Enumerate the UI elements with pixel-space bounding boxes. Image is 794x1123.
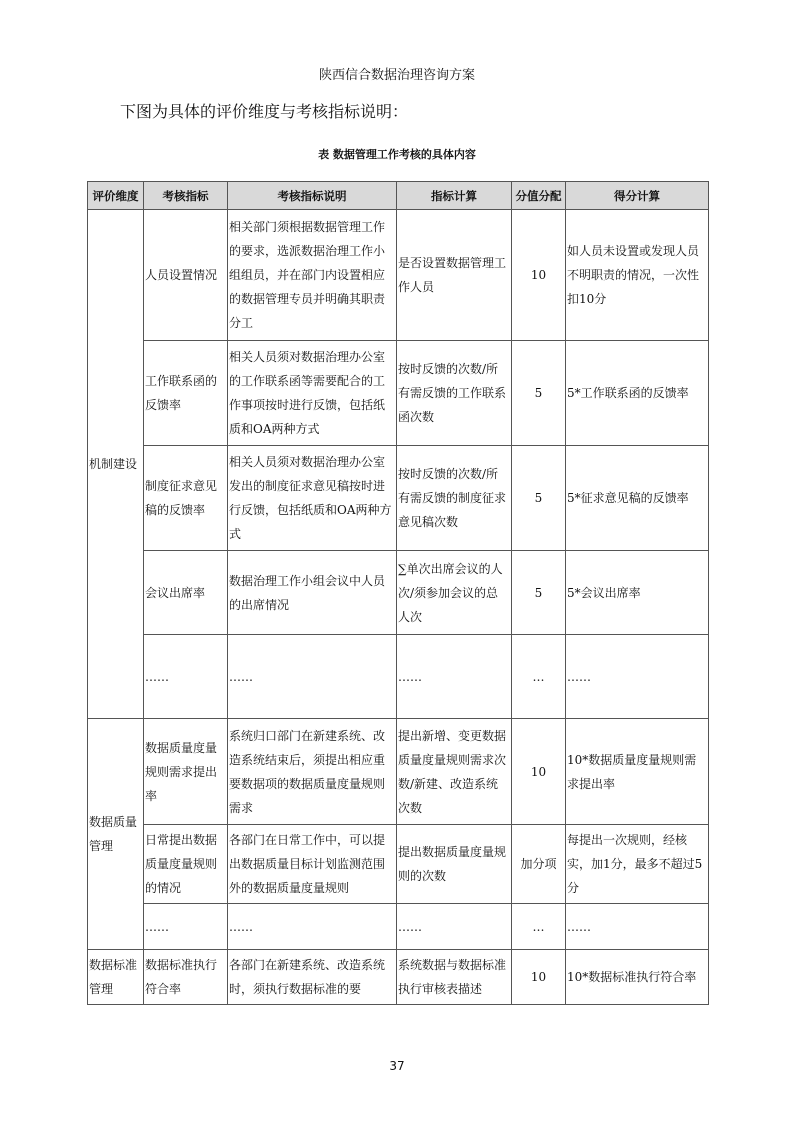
calculation-cell: …… (397, 904, 512, 950)
calculation-cell: 提出新增、变更数据质量度量规则需求次数/新建、改造系统次数 (397, 719, 512, 825)
description-cell: …… (228, 635, 397, 719)
calculation-cell: 提出数据质量度量规则的次数 (397, 825, 512, 904)
scoring-cell: …… (566, 904, 709, 950)
column-header: 考核指标 (144, 182, 228, 210)
dimension-cell: 数据质量管理 (88, 719, 144, 950)
table-row (88, 719, 709, 825)
description-cell: …… (228, 904, 397, 950)
assessment-table (87, 181, 709, 1005)
scoring-cell: …… (566, 635, 709, 719)
table-row (88, 446, 709, 551)
table-row (88, 825, 709, 904)
column-header: 考核指标说明 (228, 182, 397, 210)
indicator-cell: 人员设置情况 (144, 210, 228, 341)
score-cell: 10 (512, 210, 566, 341)
calculation-cell: …… (397, 635, 512, 719)
calculation-cell: 是否设置数据管理工作人员 (397, 210, 512, 341)
column-header: 分值分配 (512, 182, 566, 210)
scoring-cell: 5*工作联系函的反馈率 (566, 341, 709, 446)
table-header-row (88, 182, 709, 210)
calculation-cell: ∑单次出席会议的人次/须参加会议的总人次 (397, 551, 512, 635)
table-row (88, 551, 709, 635)
table-caption: 表 数据管理工作考核的具体内容 (318, 148, 476, 161)
scoring-cell: 5*会议出席率 (566, 551, 709, 635)
table-row (88, 210, 709, 341)
score-cell: 10 (512, 950, 566, 1005)
scoring-cell: 10*数据标准执行符合率 (566, 950, 709, 1005)
score-cell: … (512, 635, 566, 719)
calculation-cell: 系统数据与数据标准执行审核表描述 (397, 950, 512, 1005)
page-header: 陕西信合数据治理咨询方案 (318, 68, 475, 83)
column-header: 得分计算 (566, 182, 709, 210)
column-header: 评价维度 (88, 182, 144, 210)
column-header: 指标计算 (397, 182, 512, 210)
indicator-cell: 日常提出数据质量度量规则的情况 (144, 825, 228, 904)
score-cell: 加分项 (512, 825, 566, 904)
description-cell: 各部门在新建系统、改造系统时，须执行数据标准的要 (228, 950, 397, 1005)
description-cell: 相关人员须对数据治理办公室发出的制度征求意见稿按时进行反馈，包括纸质和OA两种方式 (228, 446, 397, 551)
description-cell: 数据治理工作小组会议中人员的出席情况 (228, 551, 397, 635)
page-number: 37 (389, 1059, 405, 1073)
dimension-cell: 机制建设 (88, 210, 144, 719)
scoring-cell: 每提出一次规则，经核实，加1分，最多不超过5分 (566, 825, 709, 904)
score-cell: 5 (512, 551, 566, 635)
calculation-cell: 按时反馈的次数/所有需反馈的制度征求意见稿次数 (397, 446, 512, 551)
intro-text: 下图为具体的评价维度与考核指标说明： (120, 102, 409, 121)
calculation-cell: 按时反馈的次数/所有需反馈的工作联系函次数 (397, 341, 512, 446)
indicator-cell: …… (144, 635, 228, 719)
indicator-cell: 会议出席率 (144, 551, 228, 635)
indicator-cell: 工作联系函的反馈率 (144, 341, 228, 446)
table-row (88, 904, 709, 950)
description-cell: 相关部门须根据数据管理工作的要求，选派数据治理工作小组组员，并在部门内设置相应的数据管理专员并明确其职责分工 (228, 210, 397, 341)
indicator-cell: …… (144, 904, 228, 950)
table-row (88, 635, 709, 719)
indicator-cell: 制度征求意见稿的反馈率 (144, 446, 228, 551)
description-cell: 各部门在日常工作中，可以提出数据质量目标计划监测范围外的数据质量度量规则 (228, 825, 397, 904)
table-row (88, 341, 709, 446)
scoring-cell: 10*数据质量度量规则需求提出率 (566, 719, 709, 825)
indicator-cell: 数据质量度量规则需求提出率 (144, 719, 228, 825)
indicator-cell: 数据标准执行符合率 (144, 950, 228, 1005)
score-cell: 5 (512, 341, 566, 446)
description-cell: 相关人员须对数据治理办公室的工作联系函等需要配合的工作事项按时进行反馈，包括纸质和OA两种方式 (228, 341, 397, 446)
score-cell: 5 (512, 446, 566, 551)
table-row (88, 950, 709, 1005)
score-cell: 10 (512, 719, 566, 825)
description-cell: 系统归口部门在新建系统、改造系统结束后，须提出相应重要数据项的数据质量度量规则需求 (228, 719, 397, 825)
score-cell: … (512, 904, 566, 950)
dimension-cell: 数据标准管理 (88, 950, 144, 1005)
scoring-cell: 5*征求意见稿的反馈率 (566, 446, 709, 551)
scoring-cell: 如人员未设置或发现人员不明职责的情况，一次性扣10分 (566, 210, 709, 341)
